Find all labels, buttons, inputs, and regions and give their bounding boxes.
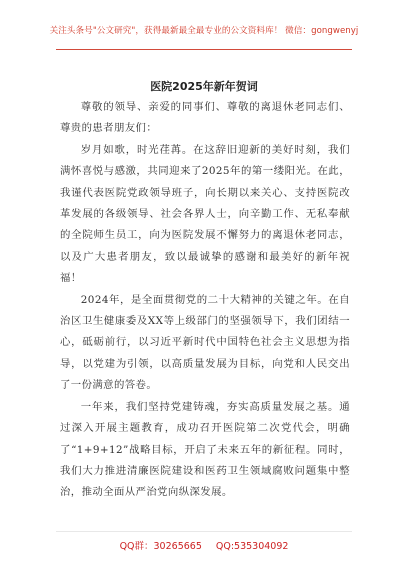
document-body bbox=[60, 97, 350, 504]
footer-qq: QQ:535304092 bbox=[215, 541, 289, 552]
document-title: 医院2025年新年贺词 bbox=[150, 80, 258, 93]
body-paragraph: 岁月如歌，时光荏苒。在这辞旧迎新的美好时刻，我们满怀喜悦与感激，共同迎来了2025年的第一缕阳光。在此，我谨代表医院党政领导班子，向长期以来关心、支持医院改革发展的各级领导、社会各界人士，向辛勤工作、无私奉献的全院师生员工，向为医院发展不懈努力的离退休老同志，以及广大患者朋友，致以最诚挚的感谢和最美好的新年祝福！ bbox=[60, 143, 350, 285]
body-paragraph: 一年来，我们坚持党建铸魂，夯实高质量发展之基。通过深入开展主题教育，成功召开医院第二次党代会，明确了“1+9+12”战略目标，开启了未来五年的新征程。同时，我们大力推进清廉医院建设和医药卫生领域腐败问题集中整治，推动全面从严治党向纵深发展。 bbox=[60, 400, 350, 499]
body-paragraph: 2024年，是全面贯彻党的二十大精神的关键之年。在自治区卫生健康委及XX等上级部门的坚强领导下，我们团结一心，砥砺前行，以习近平新时代中国特色社会主义思想为指导，以党建为引领，以高质量发展为目标，向党和人民交出了一份满意的答卷。 bbox=[60, 293, 350, 392]
footer-qq-group: QQ群：30265665 bbox=[119, 541, 202, 552]
salutation-paragraph: 尊敬的领导、亲爱的同事们、尊敬的离退休老同志们、尊贵的患者朋友们： bbox=[60, 101, 350, 135]
header-divider bbox=[56, 49, 352, 50]
header-notice: 关注头条号"公文研究"，获得最新最全最专业的公文资料库！ 微信：gongwenyj bbox=[49, 26, 359, 36]
footer-contact bbox=[0, 538, 408, 552]
footer-divider bbox=[56, 531, 352, 532]
